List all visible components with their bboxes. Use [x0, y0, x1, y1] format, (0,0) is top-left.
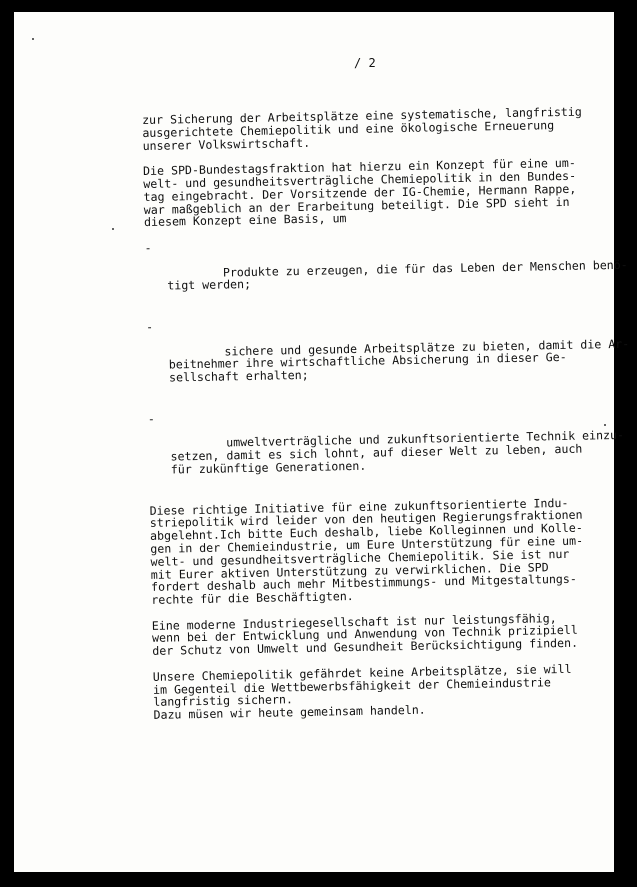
scan-speck [112, 228, 114, 230]
list-item-text: Produkte zu erzeugen, die für das Leben der Menschen benö- tigt werden; [167, 257, 628, 293]
paragraph: Diese richtige Initiative für eine zukunftsorientierte Indu- striepolitik wird leider von den heutigen Regierungsfraktionen abgelehnt.Ich bitte Euch deshalb, liebe Kolleginnen und Kolle- gen in der Chemieindustrie, um Eure Unterstützung für eine um- welt- und gesundheitsverträgliche Chemiepolitik. Sie ist nur mit Eurer aktiven Unterstützung zu verwirklichen. Die SPD fordert deshalb auch mehr Mitbestimmungs- und Mitgestaltungs- rechte für die Beschäftigten. [149, 495, 584, 608]
list-item-text: sichere und gesunde Arbeitsplätze zu bieten, damit die Ar- beitnehmer ihre wirtschaftliche Absicherung in dieser Ge- sellschaft erhalten; [168, 336, 630, 385]
paragraph: Unsere Chemiepolitik gefährdet keine Arbeitsplätze, sie will im Gegenteil die Wettbewerbsfähigkeit der Chemieindustrie langfristig sichern. Dazu müsen wir heute gemeinsam handeln. [152, 661, 572, 723]
scan-speck [604, 424, 606, 426]
bullet-dash: - [145, 319, 154, 334]
letter-body [141, 104, 630, 735]
list-item [144, 233, 628, 306]
page-number: / 2 [354, 56, 376, 70]
paragraph: Eine moderne Industriegesellschaft ist nur leistungsfähig, wenn bei der Entwicklung und Anwendung von Technik prizipiell der Schutz von Umwelt und Gesundheit Berücksichtigung finden. [151, 610, 579, 659]
bullet-list [144, 233, 630, 489]
document-page [14, 12, 630, 872]
list-item [145, 312, 630, 398]
list-item-text: umweltverträgliche und zukunftsorientierte Technik einzu- setzen, damit es sich lohnt, auf dieser Welt zu leben, auch für zukünftige Generationen. [170, 428, 625, 477]
paragraph: Die SPD-Bundestagsfraktion hat hierzu ein Konzept für eine um- welt- und gesundheitsverträgliche Chemiepolitik in den Bundes- tag eingebracht. Der Vorsitzende der IG-Chemie, Hermann Rappe, war maßgeblich an der Erarbeitung beteiligt. Die SPD sieht in diesem Konzept eine Basis, um [142, 155, 577, 230]
paragraph: zur Sicherung der Arbeitsplätze eine systematische, langfristig ausgerichtete Chemiepolitik und eine ökologische Erneuerung unserer Volkswirtschaft. [141, 104, 582, 153]
bullet-dash: - [147, 411, 155, 426]
bullet-dash: - [144, 240, 152, 255]
list-item [147, 404, 625, 490]
scan-speck [32, 38, 34, 40]
